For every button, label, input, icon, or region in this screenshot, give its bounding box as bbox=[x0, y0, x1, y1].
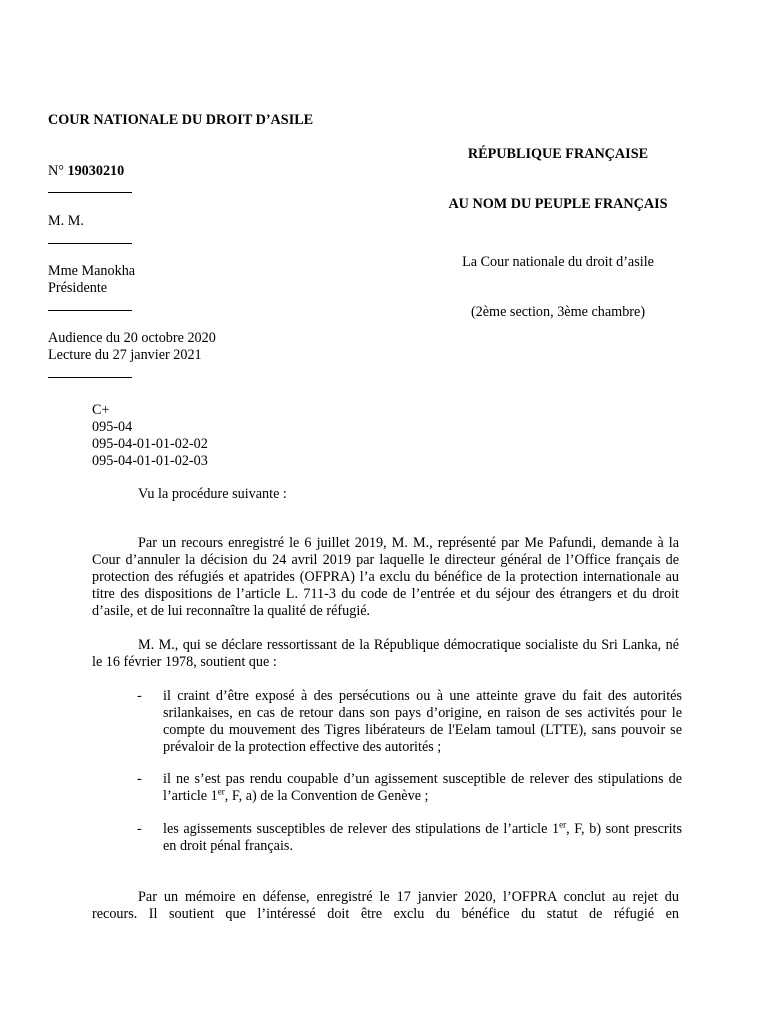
court-name: COUR NATIONALE DU DROIT D’ASILE bbox=[48, 112, 314, 128]
bullet-text-part: , F, a) de la Convention de Genève ; bbox=[224, 788, 429, 804]
judge-role: Présidente bbox=[48, 280, 108, 296]
separator-line bbox=[48, 310, 132, 311]
republic-heading: RÉPUBLIQUE FRANÇAISE bbox=[467, 146, 649, 162]
party-name: M. M. bbox=[48, 213, 84, 229]
separator-line bbox=[48, 192, 132, 193]
procedure-intro: Vu la procédure suivante : bbox=[138, 486, 287, 502]
code-line: 095-04-01-01-02-02 bbox=[92, 436, 208, 452]
in-name-of-heading: AU NOM DU PEUPLE FRANÇAIS bbox=[448, 196, 668, 212]
judge-name: Mme Manokha bbox=[48, 263, 136, 279]
bullet-text: il craint d’être exposé à des persécutions ou à une atteinte grave du fait des autorités srilankaises, en cas de retour dans son pays d’origine, en raison de ses activités pour le compte du mouvement des Tigres libérateurs de l'Eelam tamoul (LTTE), sans pouvoir se prévaloir de la protection effective des autorités ; bbox=[163, 688, 682, 755]
hearing-date: Audience du 20 octobre 2020 bbox=[48, 330, 216, 346]
bullet-text-part: les agissements susceptibles de relever des stipulations de l’article 1 bbox=[163, 821, 560, 837]
superscript: er bbox=[217, 786, 225, 797]
case-number bbox=[48, 163, 124, 180]
separator-line bbox=[48, 243, 132, 244]
bullet-dash: - bbox=[137, 688, 142, 704]
paragraph-claims: M. M., qui se déclare ressortissant de la République démocratique socialiste du Sri Lanka, né le 16 février 1978, soutient que : bbox=[92, 637, 679, 670]
reading-date: Lecture du 27 janvier 2021 bbox=[48, 347, 202, 363]
bullet-text bbox=[163, 771, 682, 805]
code-line: 095-04-01-01-02-03 bbox=[92, 453, 208, 469]
separator-line bbox=[48, 377, 132, 378]
bullet-item bbox=[137, 771, 682, 807]
court-statement: La Cour nationale du droit d’asile bbox=[462, 254, 654, 270]
superscript: er bbox=[559, 819, 567, 830]
bullet-text-part: , F, b) sont prescrits en droit pénal français. bbox=[163, 821, 682, 854]
bullet-dash: - bbox=[137, 771, 142, 787]
bullet-text-part: il ne s’est pas rendu coupable d’un agissement susceptible de relever des stipulations de l’article 1 bbox=[163, 771, 682, 804]
paragraph-defense: Par un mémoire en défense, enregistré le 17 janvier 2020, l’OFPRA conclut au rejet du recours. Il soutient que l’intéressé doit être exclu du bénéfice du statut de réfugié en bbox=[92, 889, 679, 922]
code-line: 095-04 bbox=[92, 419, 133, 435]
paragraph-appeal: Par un recours enregistré le 6 juillet 2019, M. M., représenté par Me Pafundi, demande à la Cour d’annuler la décision du 24 avril 2019 par laquelle le directeur général de l’Office français de protection des réfugiés et apatrides (OFPRA) l’a exclu du bénéfice de la protection internationale au titre des dispositions de l’article L. 711-3 du code de l’entrée et du séjour des étrangers et du droit d’asile, et de lui reconnaître la qualité de réfugié. bbox=[92, 535, 679, 619]
bullet-item bbox=[137, 688, 682, 758]
bullet-dash: - bbox=[137, 821, 142, 837]
chamber-section: (2ème section, 3ème chambre) bbox=[470, 304, 646, 320]
case-number-value: 19030210 bbox=[67, 163, 125, 179]
code-line: C+ bbox=[92, 402, 110, 418]
bullet-text bbox=[163, 821, 682, 855]
case-number-label: N° bbox=[48, 163, 64, 179]
bullet-item bbox=[137, 821, 682, 857]
